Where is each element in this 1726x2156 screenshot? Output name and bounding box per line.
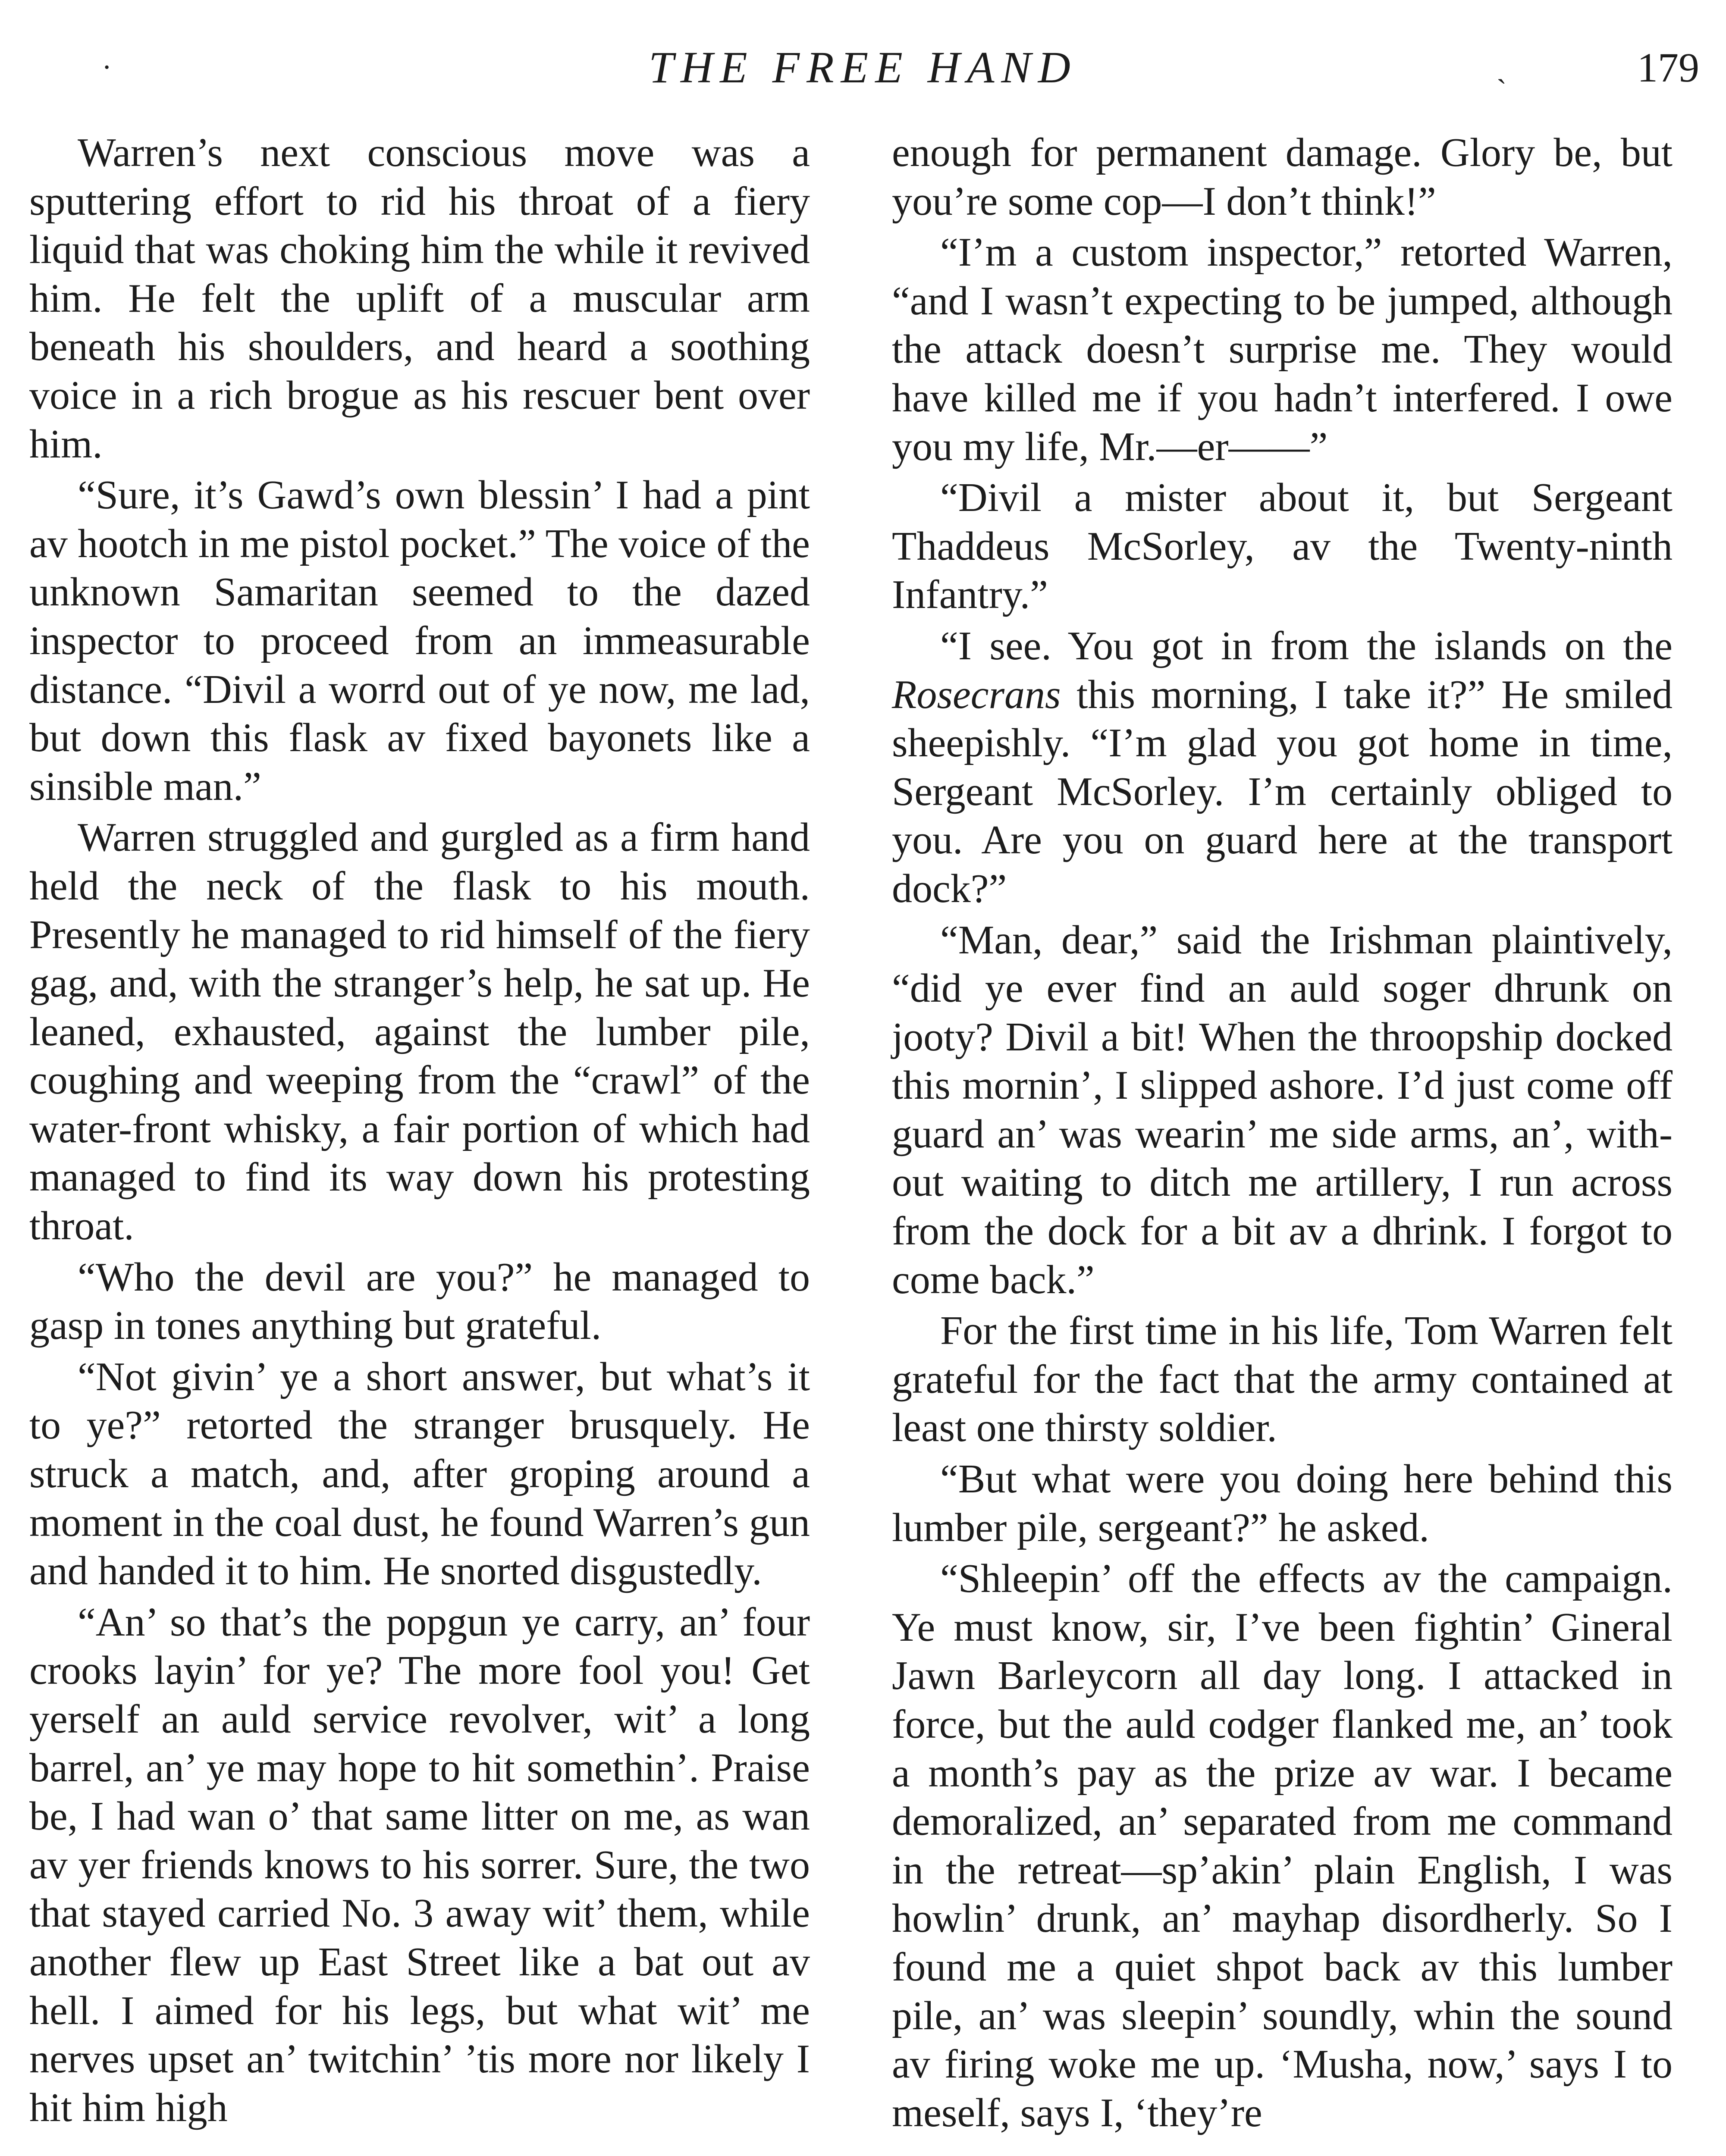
- header-tick-mark: ˏ: [1497, 51, 1507, 84]
- paragraph: “Not givin’ ye a short answer, but what’s it to ye?” retorted the stranger brusquely. He struck a match, and, after groping around a moment in the coal dust, he found Warren’s gun and handed it to him. He snorted disgustedly.: [29, 1354, 810, 1594]
- running-title: THE FREE HAND: [649, 43, 1077, 92]
- paragraph: “Shleepin’ off the effects av the campaign. Ye must know, sir, I’ve been fightin’ Gineral Jawn Barleycorn all day long. I attacked in force, but the auld codger flanked me, an’ took a month’s pay as the prize av war. I became demoralized, an’ separated from me command in the retreat—sp’akin’ plain English, I was howlin’ drunk, an’ mayhap disordherly. So I found me a quiet shpot back av this lumber pile, an’ was sleepin’ soundly, whin the sound av firing woke me up. ‘Musha, now,’ says I to meself, says I, ‘they’re: [892, 1556, 1673, 2135]
- page-number: 179: [1637, 44, 1699, 91]
- paragraph: “Who the devil are you?” he managed to gasp in tones anything but grateful.: [29, 1254, 810, 1348]
- paragraph: For the first time in his life, Tom Warren felt grateful for the fact that the army contained at least one thirsty soldier.: [892, 1308, 1673, 1451]
- paragraph: “I’m a custom inspector,” retorted Warren, “and I wasn’t expecting to be jumped, although the attack doesn’t surprise me. They would have killed me if you hadn’t interfered. I owe you my life, Mr.—er——”: [892, 230, 1673, 469]
- paragraph: “But what were you doing here behind this lumber pile, sergeant?” he asked.: [892, 1457, 1673, 1550]
- text-run: “I see. You got in from the islands on the: [940, 623, 1673, 668]
- paragraph: Warren struggled and gurgled as a firm hand held the neck of the flask to his mouth. Presently he managed to rid himself of the fiery gag, and, with the stranger’s help, he sat up. He leaned, exhausted, against the lumber pile, coughing and weeping from the “crawl” of the water-front whisky, a fair portion of which had managed to find its way down his protesting throat.: [29, 815, 810, 1249]
- paragraph: “An’ so that’s the popgun ye carry, an’ four crooks layin’ for ye? The more fool you! Get yerself an auld service revolver, wit’ a long barrel, an’ ye may hope to hit somethin’. Praise be, I had wan o’ that same litter on me, as wan av yer friends knows to his sorrer. Sure, the two that stayed carried No. 3 away wit’ them, while another flew up East Street like a bat out av hell. I aimed for his legs, but what wit’ me nerves upset an’ twitchin’ ’tis more nor likely I hit him high: [29, 1599, 810, 2130]
- page-header: [0, 40, 1726, 96]
- paragraph: [892, 622, 1673, 913]
- text-run: this morning, I take it?” He smiled sheepishly. “I’m glad you got home in time, Sergeant McSorley. I’m certainly obliged to you. Are you on guard here at the transport dock?”: [892, 672, 1673, 911]
- left-column: [29, 128, 810, 2134]
- paragraph: “Sure, it’s Gawd’s own blessin’ I had a pint av hootch in me pistol pocket.” The voice of the unknown Samaritan seemed to the dazed inspector to proceed from an immeasurable distance. “Divil a worrd out of ye now, me lad, but down this flask av fixed bayonets like a sinsible man.”: [29, 473, 810, 809]
- paragraph-continued: enough for permanent damage. Glory be, but you’re some cop—I don’t think!”: [892, 130, 1673, 224]
- header-dot-mark: ·: [102, 51, 112, 84]
- paragraph: Warren’s next conscious move was a sputtering effort to rid his throat of a fiery liquid that was choking him the while it revived him. He felt the uplift of a muscular arm beneath his shoulders, and heard a soothing voice in a rich brogue as his rescuer bent over him.: [29, 130, 810, 467]
- paragraph: “Divil a mister about it, but Sergeant Thaddeus McSorley, av the Twenty-ninth Infantry.”: [892, 475, 1673, 617]
- paragraph: “Man, dear,” said the Irishman plaintively, “did ye ever find an auld soger dhrunk on jooty? Divil a bit! When the throopship docked this mornin’, I slipped ashore. I’d just come off guard an’ was wearin’ me side arms, an’, without waiting to ditch me artillery, I run across from the dock for a bit av a dhrink. I forgot to come back.”: [892, 917, 1673, 1302]
- ship-name: Rosecrans: [892, 672, 1061, 717]
- right-column: [892, 128, 1673, 2140]
